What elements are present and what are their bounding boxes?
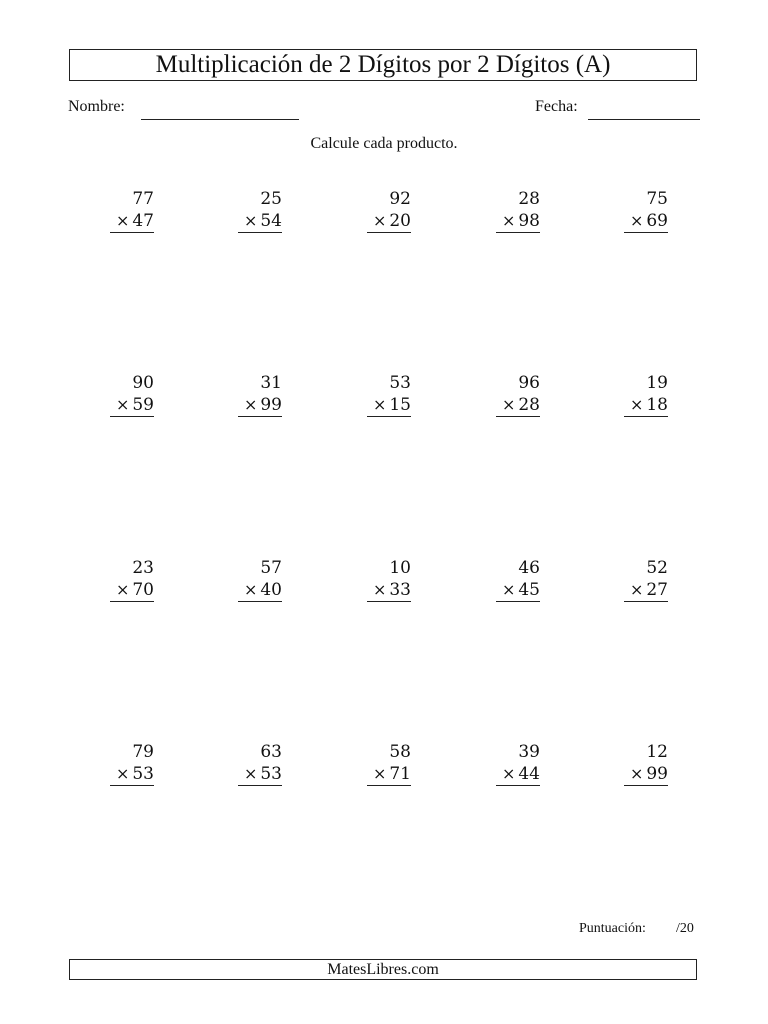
problem-14	[496, 557, 540, 602]
multiply-sign: ×	[243, 764, 258, 783]
problem-bottom-row	[367, 763, 411, 786]
problem-top-number: 90	[132, 373, 154, 393]
problem-bottom-row	[496, 210, 540, 233]
problem-bottom-row	[367, 210, 411, 233]
problem-bottom-row	[367, 579, 411, 602]
problem-bottom-number: 47	[132, 211, 154, 231]
date-line	[588, 119, 700, 120]
problem-top-number: 46	[518, 558, 540, 578]
multiply-sign: ×	[501, 395, 516, 414]
multiply-sign: ×	[243, 580, 258, 599]
multiply-sign: ×	[501, 580, 516, 599]
problem-bottom-row	[238, 210, 282, 233]
problem-16	[110, 741, 154, 786]
problem-18	[367, 741, 411, 786]
instructions: Calcule cada producto.	[310, 135, 458, 152]
multiply-sign: ×	[372, 211, 387, 230]
problem-bottom-number: 15	[389, 395, 411, 415]
date-label: Fecha:	[535, 98, 578, 115]
problem-bottom-number: 53	[260, 764, 282, 784]
problem-20	[624, 741, 668, 786]
problem-8	[367, 372, 411, 417]
problem-top-number: 10	[389, 558, 411, 578]
problem-9	[496, 372, 540, 417]
problem-top-number: 96	[518, 373, 540, 393]
multiply-sign: ×	[501, 211, 516, 230]
problem-top-number: 31	[260, 373, 282, 393]
problem-bottom-number: 44	[518, 764, 540, 784]
problem-12	[238, 557, 282, 602]
problem-bottom-number: 98	[518, 211, 540, 231]
problem-bottom-number: 99	[646, 764, 668, 784]
problem-bottom-number: 59	[132, 395, 154, 415]
problem-top-number: 77	[132, 189, 154, 209]
problem-6	[110, 372, 154, 417]
problem-bottom-row	[110, 763, 154, 786]
multiply-sign: ×	[115, 211, 130, 230]
problem-top-number: 57	[260, 558, 282, 578]
problem-top-number: 12	[646, 742, 668, 762]
problem-bottom-row	[110, 579, 154, 602]
problem-bottom-row	[496, 579, 540, 602]
multiply-sign: ×	[629, 211, 644, 230]
score-label: Puntuación:	[579, 921, 646, 936]
worksheet-title: Multiplicación de 2 Dígitos por 2 Dígitos (A)	[69, 49, 697, 81]
problem-bottom-row	[624, 210, 668, 233]
multiply-sign: ×	[243, 395, 258, 414]
problem-1	[110, 188, 154, 233]
problem-top-number: 25	[260, 189, 282, 209]
problem-bottom-number: 40	[260, 580, 282, 600]
problem-bottom-row	[624, 763, 668, 786]
problem-17	[238, 741, 282, 786]
problem-bottom-row	[238, 763, 282, 786]
problem-bottom-row	[110, 394, 154, 417]
problem-bottom-number: 28	[518, 395, 540, 415]
multiply-sign: ×	[372, 764, 387, 783]
problem-top-number: 19	[646, 373, 668, 393]
footer-site: MatesLibres.com	[69, 959, 697, 980]
problem-7	[238, 372, 282, 417]
problem-bottom-row	[238, 579, 282, 602]
problem-top-number: 52	[646, 558, 668, 578]
problem-19	[496, 741, 540, 786]
multiply-sign: ×	[629, 395, 644, 414]
problem-bottom-number: 33	[389, 580, 411, 600]
multiply-sign: ×	[115, 580, 130, 599]
problem-bottom-row	[367, 394, 411, 417]
problem-bottom-number: 27	[646, 580, 668, 600]
problem-bottom-number: 20	[389, 211, 411, 231]
multiply-sign: ×	[115, 764, 130, 783]
problem-3	[367, 188, 411, 233]
problem-11	[110, 557, 154, 602]
multiply-sign: ×	[372, 580, 387, 599]
score-total: /20	[676, 921, 694, 936]
multiply-sign: ×	[115, 395, 130, 414]
name-line	[141, 119, 299, 120]
problem-bottom-number: 71	[389, 764, 411, 784]
problem-top-number: 58	[389, 742, 411, 762]
problem-top-number: 39	[518, 742, 540, 762]
problem-bottom-row	[624, 579, 668, 602]
problem-5	[624, 188, 668, 233]
problem-bottom-row	[238, 394, 282, 417]
problem-bottom-row	[496, 394, 540, 417]
multiply-sign: ×	[372, 395, 387, 414]
problem-top-number: 53	[389, 373, 411, 393]
name-label: Nombre:	[68, 98, 125, 115]
problem-bottom-number: 18	[646, 395, 668, 415]
problem-4	[496, 188, 540, 233]
multiply-sign: ×	[629, 580, 644, 599]
problem-15	[624, 557, 668, 602]
problem-10	[624, 372, 668, 417]
problem-top-number: 79	[132, 742, 154, 762]
problem-bottom-number: 69	[646, 211, 668, 231]
problem-top-number: 75	[646, 189, 668, 209]
multiply-sign: ×	[629, 764, 644, 783]
problem-2	[238, 188, 282, 233]
problem-bottom-number: 70	[132, 580, 154, 600]
multiply-sign: ×	[243, 211, 258, 230]
problem-bottom-row	[496, 763, 540, 786]
problem-top-number: 92	[389, 189, 411, 209]
problem-bottom-number: 45	[518, 580, 540, 600]
multiply-sign: ×	[501, 764, 516, 783]
problem-bottom-number: 54	[260, 211, 282, 231]
problem-top-number: 63	[260, 742, 282, 762]
problem-bottom-row	[110, 210, 154, 233]
problem-13	[367, 557, 411, 602]
problem-bottom-row	[624, 394, 668, 417]
problem-bottom-number: 53	[132, 764, 154, 784]
problem-top-number: 23	[132, 558, 154, 578]
problem-top-number: 28	[518, 189, 540, 209]
problem-bottom-number: 99	[260, 395, 282, 415]
